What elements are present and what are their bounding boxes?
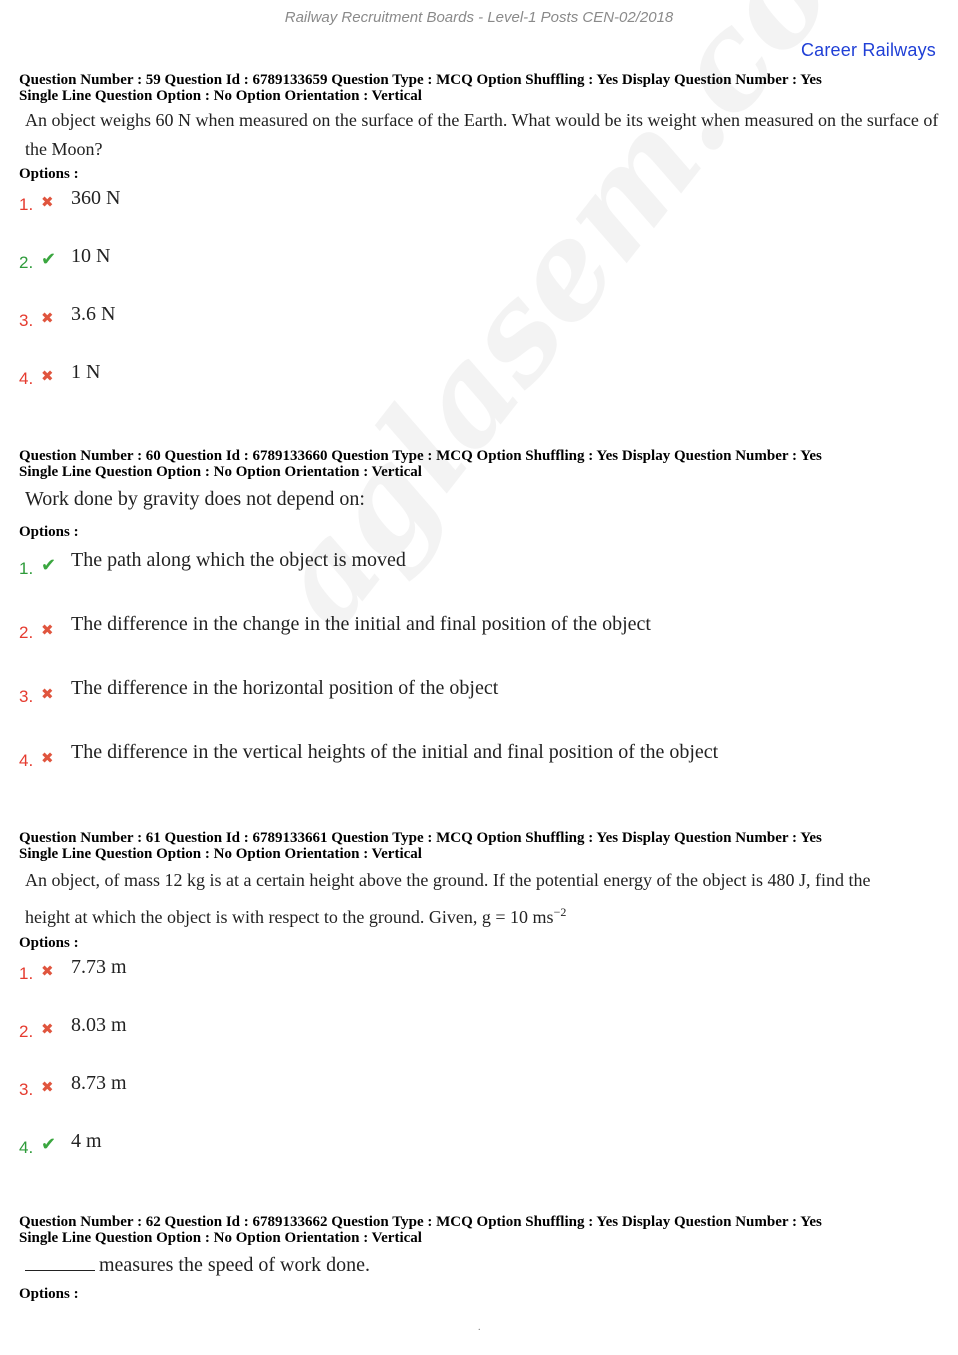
option-text: 3.6 N [71, 303, 116, 325]
option-number: 4. [19, 1138, 34, 1157]
question-text: Work done by gravity does not depend on: [25, 488, 365, 510]
options-label: Options : [19, 524, 79, 540]
check-icon: ✔ [41, 1134, 57, 1155]
wrong-icon: ✖ [41, 749, 54, 767]
fill-in-blank [25, 1250, 95, 1271]
check-icon: ✔ [41, 249, 57, 270]
question-block [19, 72, 939, 388]
question-text [19, 1250, 939, 1280]
option-text: 7.73 m [71, 956, 127, 978]
document-header: Railway Recruitment Boards - Level-1 Posts CEN-02/2018 [284, 9, 674, 26]
page-footer-mark: . [478, 1322, 481, 1333]
brand-label: Career Railways [800, 40, 936, 60]
question-text-segment: height at which the object is with respect to the ground. Given, g = 10 ms [25, 907, 554, 927]
option-text: 360 N [71, 187, 121, 209]
option-number: 2. [19, 1022, 34, 1041]
question-text-segment: measures the speed of work done. [99, 1254, 371, 1276]
wrong-icon: ✖ [41, 193, 54, 211]
option-text: The difference in the change in the initial and final position of the object [71, 613, 651, 635]
option-text: The difference in the horizontal position of the object [71, 677, 499, 699]
option-number: 2. [19, 253, 34, 272]
question-meta: Question Number : 62 Question Id : 6789133662 Question Type : MCQ Option Shuffling : Yes Display Question Number : Yes [19, 1214, 822, 1230]
question-meta: Question Number : 59 Question Id : 6789133659 Question Type : MCQ Option Shuffling : Yes Display Question Number : Yes [19, 72, 822, 88]
wrong-icon: ✖ [41, 367, 54, 385]
option-text: 10 N [71, 245, 111, 267]
question-meta: Question Number : 60 Question Id : 6789133660 Question Type : MCQ Option Shuffling : Yes Display Question Number : Yes [19, 448, 822, 464]
option-number: 3. [19, 687, 34, 706]
question-text: An object weighs 60 N when measured on the surface of the Earth. What would be its weight when measured on the surface of the Moon? [25, 110, 939, 159]
question-text-line [25, 896, 939, 933]
wrong-icon: ✖ [41, 962, 54, 980]
wrong-icon: ✖ [41, 1020, 54, 1038]
option-number: 4. [19, 369, 34, 388]
option-number: 3. [19, 311, 34, 330]
wrong-icon: ✖ [41, 685, 54, 703]
wrong-icon: ✖ [41, 621, 54, 639]
option-text: The path along which the object is moved [71, 549, 406, 571]
wrong-icon: ✖ [41, 309, 54, 327]
question-block [19, 830, 939, 1157]
option-number: 1. [19, 559, 34, 578]
option-number: 1. [19, 964, 34, 983]
option-number: 1. [19, 195, 34, 214]
wrong-icon: ✖ [41, 1078, 54, 1096]
options-label: Options : [19, 166, 79, 182]
question-block [19, 1214, 939, 1303]
option-text: 1 N [71, 361, 101, 383]
option-text: 4 m [71, 1130, 102, 1152]
option-text: The difference in the vertical heights of the initial and final position of the object [71, 741, 719, 763]
option-number: 3. [19, 1080, 34, 1099]
options-label: Options : [19, 1286, 79, 1302]
option-number: 4. [19, 751, 34, 770]
option-text: 8.73 m [71, 1072, 127, 1094]
question-meta: Single Line Question Option : No Option Orientation : Vertical [19, 846, 422, 862]
question-meta: Single Line Question Option : No Option Orientation : Vertical [19, 1230, 422, 1246]
check-icon: ✔ [41, 555, 57, 576]
question-text [19, 864, 939, 933]
option-number: 2. [19, 623, 34, 642]
options-label: Options : [19, 935, 79, 951]
question-meta: Question Number : 61 Question Id : 6789133661 Question Type : MCQ Option Shuffling : Yes Display Question Number : Yes [19, 830, 822, 846]
exponent: −2 [553, 905, 567, 919]
question-meta: Single Line Question Option : No Option Orientation : Vertical [19, 464, 422, 480]
question-meta: Single Line Question Option : No Option Orientation : Vertical [19, 88, 422, 104]
question-block [19, 448, 939, 770]
option-text: 8.03 m [71, 1014, 127, 1036]
question-text-line: An object, of mass 12 kg is at a certain height above the ground. If the potential energy of the object is 480 J, find the [25, 870, 871, 890]
